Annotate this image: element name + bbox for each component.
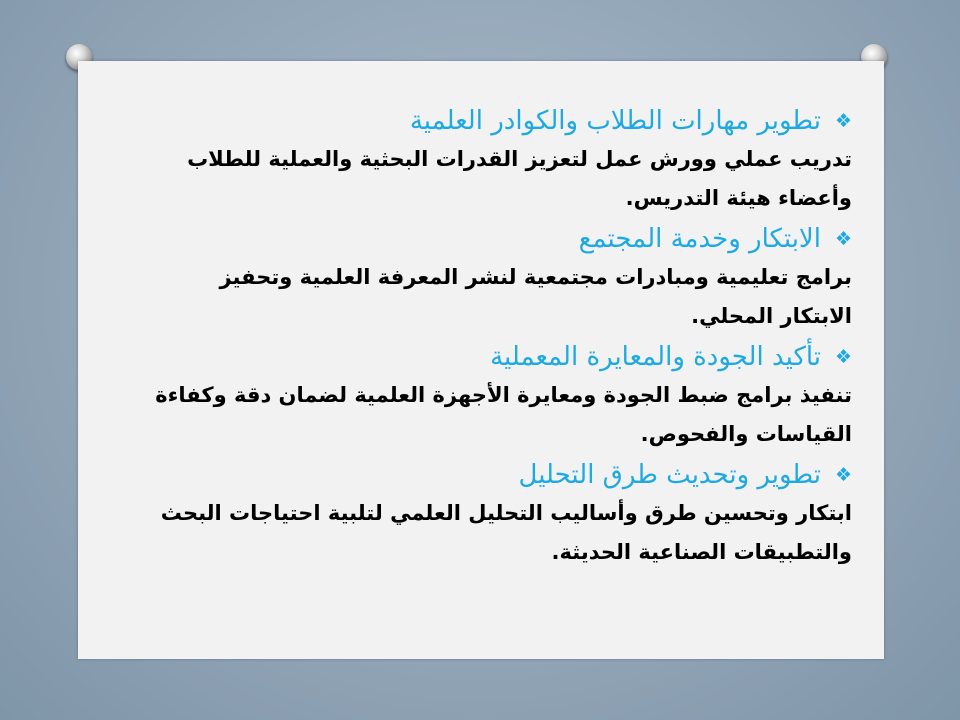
diamond-bullet-icon: ❖ xyxy=(834,110,852,132)
item-description xyxy=(100,494,852,572)
description-line: ابتكار وتحسين طرق وأساليب التحليل العلمي لتلبية احتياجات البحث xyxy=(160,501,852,525)
list-item xyxy=(100,220,852,336)
description-line: والتطبيقات الصناعية الحديثة. xyxy=(551,540,852,564)
heading-text: تطوير وتحديث طرق التحليل xyxy=(518,460,821,490)
item-description xyxy=(100,140,852,218)
heading-text: تطوير مهارات الطلاب والكوادر العلمية xyxy=(409,106,821,136)
item-description xyxy=(100,376,852,454)
item-heading xyxy=(100,456,852,494)
item-heading xyxy=(100,220,852,258)
description-line: تدريب عملي وورش عمل لتعزيز القدرات البحثية والعملية للطلاب xyxy=(187,147,852,171)
description-line: وأعضاء هيئة التدريس. xyxy=(625,186,852,210)
list-item xyxy=(100,456,852,572)
list-item xyxy=(100,338,852,454)
description-line: القياسات والفحوص. xyxy=(640,422,852,446)
heading-text: تأكيد الجودة والمعايرة المعملية xyxy=(490,342,821,372)
item-heading xyxy=(100,102,852,140)
diamond-bullet-icon: ❖ xyxy=(834,464,852,486)
item-heading xyxy=(100,338,852,376)
slide-content xyxy=(100,102,852,572)
description-line: برامج تعليمية ومبادرات مجتمعية لنشر المعرفة العلمية وتحفيز xyxy=(219,265,852,289)
diamond-bullet-icon: ❖ xyxy=(834,228,852,250)
item-description xyxy=(100,258,852,336)
list-item xyxy=(100,102,852,218)
diamond-bullet-icon: ❖ xyxy=(834,346,852,368)
description-line: الابتكار المحلي. xyxy=(691,304,852,328)
heading-text: الابتكار وخدمة المجتمع xyxy=(578,224,821,254)
description-line: تنفيذ برامج ضبط الجودة ومعايرة الأجهزة العلمية لضمان دقة وكفاءة xyxy=(155,383,852,407)
